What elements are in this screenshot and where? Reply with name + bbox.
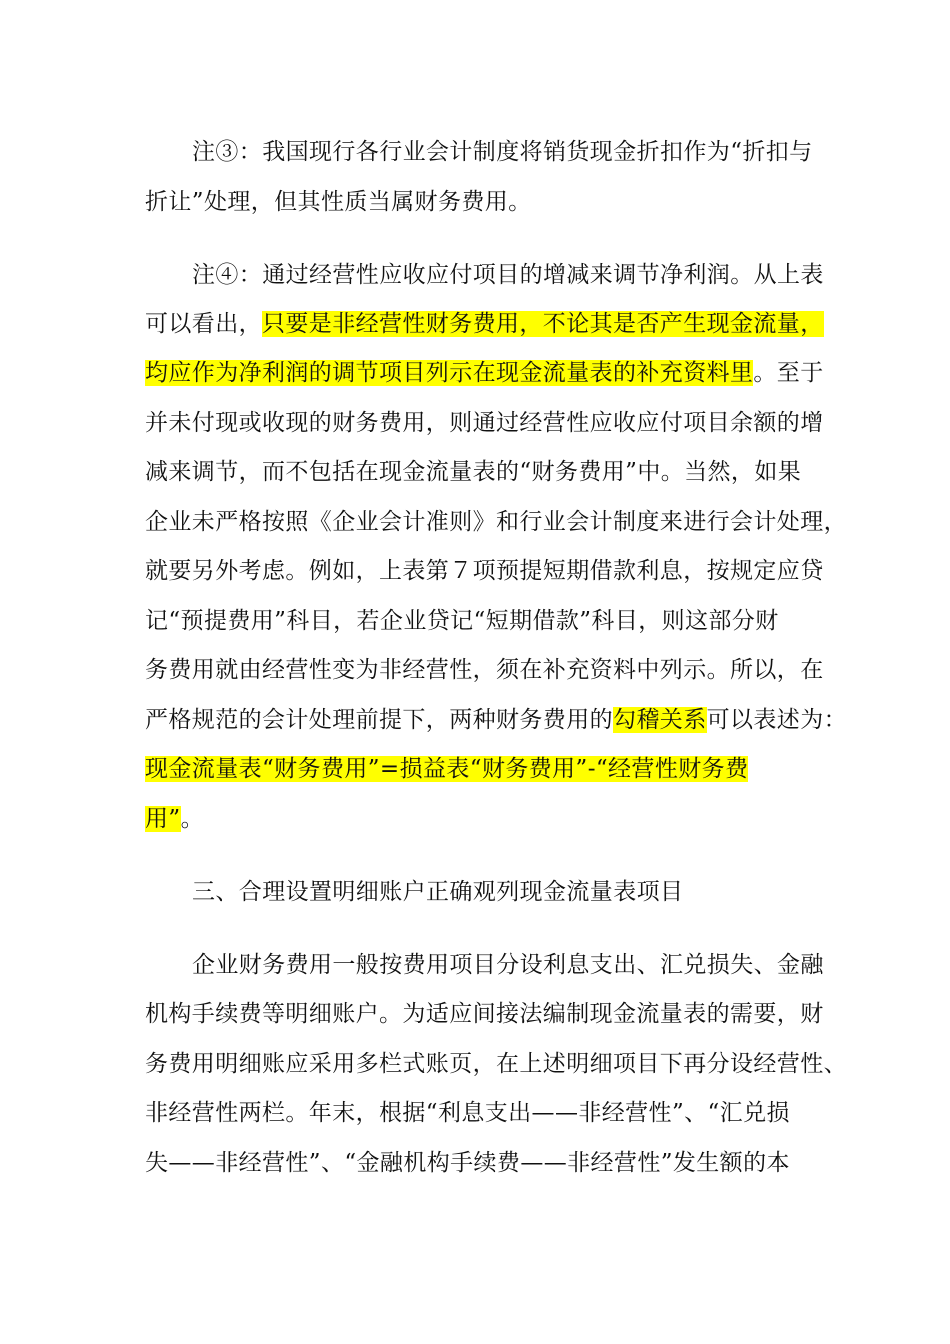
note4-line-10-tail: 可以表述为： [706,707,848,733]
note4-line-1: 注④：通过经营性应收应付项目的增减来调节净利润。从上表 [192,262,824,288]
section3-line-5: 失——非经营性”、“金融机构手续费——非经营性”发生额的本 [145,1150,790,1176]
note3-line-2: 折让”处理，但其性质当属财务费用。 [145,189,532,215]
section-heading: 三、合理设置明细账户正确观列现金流量表项目 [192,879,684,905]
note4-line-10-text: 严格规范的会计处理前提下，两种财务费用的 [145,707,613,733]
note4-line-5: 减来调节，而不包括在现金流量表的“财务费用”中。当然，如果 [145,459,802,485]
note4-line-4: 并未付现或收现的财务费用，则通过经营性应收应付项目余额的增 [145,410,824,436]
note4-line-12-tail: 。 [180,806,204,832]
highlighted-text: 勾稽关系 [613,707,707,733]
note4-line-3-text: 。至于 [753,360,824,386]
note4-line-2-text: 可以看出， [145,311,262,337]
section3-line-1: 企业财务费用一般按费用项目分设利息支出、汇兑损失、金融 [192,952,824,978]
highlighted-text: 现金流量表“财务费用”=损益表“财务费用”-“经营性财务费 [145,756,749,782]
highlighted-text: 均应作为净利润的调节项目列示在现金流量表的补充资料里 [145,360,754,386]
note4-line-3 [145,356,824,390]
highlighted-text: 只要是非经营性财务费用，不论其是否产生现金流量， [262,311,824,337]
section3-line-4: 非经营性两栏。年末，根据“利息支出——非经营性”、“汇兑损 [145,1100,790,1126]
note4-line-12 [145,802,204,836]
note4-line-8: 记“预提费用”科目，若企业贷记“短期借款”科目，则这部分财 [145,608,779,634]
note4-line-10 [145,703,847,737]
section3-line-2: 机构手续费等明细账户。为适应间接法编制现金流量表的需要，财 [145,1001,824,1027]
note4-line-6: 企业未严格按照《企业会计准则》和行业会计制度来进行会计处理， [145,509,847,535]
note3-line-1: 注③：我国现行各行业会计制度将销货现金折扣作为“折扣与 [192,139,813,165]
note4-line-2 [145,307,824,341]
highlighted-text: 用” [145,806,181,832]
note4-line-7: 就要另外考虑。例如，上表第７项预提短期借款利息，按规定应贷 [145,558,824,584]
note4-line-9: 务费用就由经营性变为非经营性，须在补充资料中列示。所以，在 [145,657,824,683]
section3-line-3: 务费用明细账应采用多栏式账页，在上述明细项目下再分设经营性、 [145,1051,847,1077]
note4-line-11 [145,752,748,786]
